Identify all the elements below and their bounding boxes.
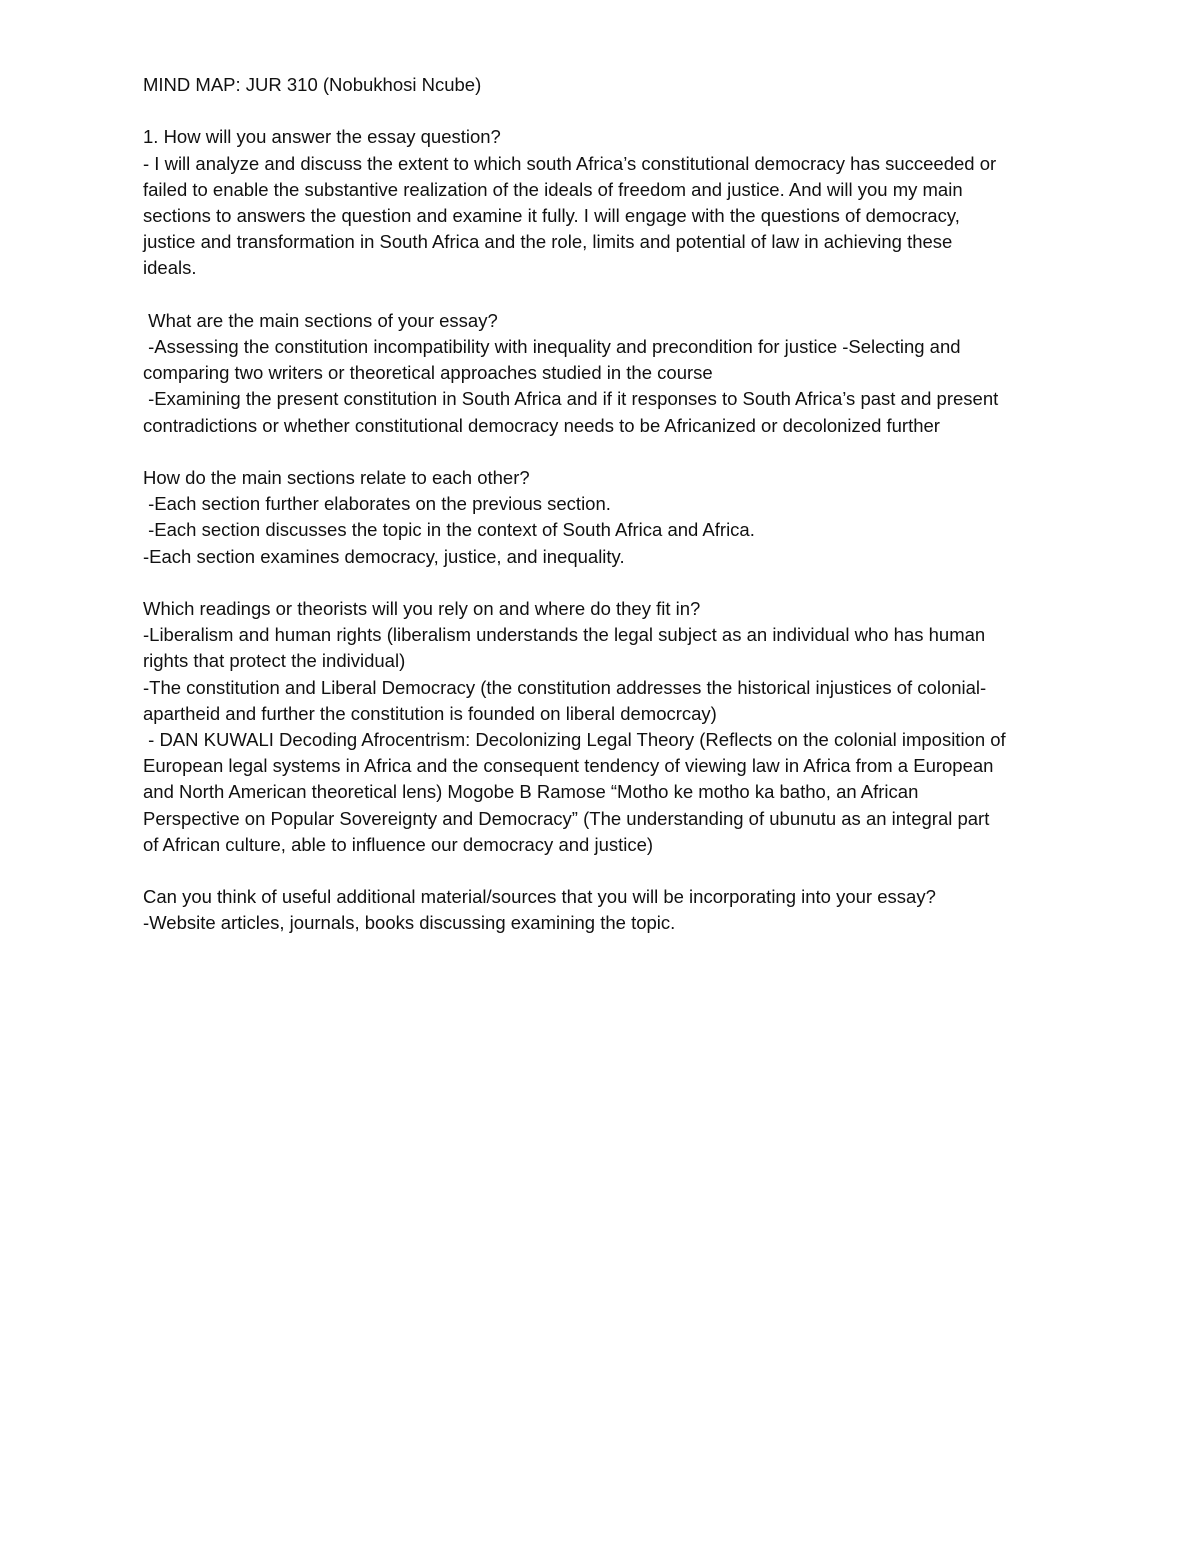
answer-line: rights that protect the individual) — [143, 650, 406, 672]
document-title: MIND MAP: JUR 310 (Nobukhosi Ncube) — [143, 74, 482, 95]
question-heading: Can you think of useful additional material/sources that you will be incorporating into your essay? — [143, 886, 936, 908]
answer-line: ideals. — [143, 257, 197, 279]
answer-line: comparing two writers or theoretical approaches studied in the course — [143, 362, 713, 384]
answer-line: justice and transformation in South Africa and the role, limits and potential of law in achieving these — [143, 231, 953, 253]
answer-line: -The constitution and Liberal Democracy (the constitution addresses the historical injustices of colonial- — [143, 676, 987, 698]
question-heading: What are the main sections of your essay? — [143, 309, 498, 331]
section-q5 — [143, 884, 1070, 936]
answer-line: -Website articles, journals, books discussing examining the topic. — [143, 912, 676, 934]
spacer — [143, 858, 1070, 884]
section-q4 — [143, 596, 1070, 858]
answer-line: contradictions or whether constitutional democracy needs to be Africanized or decolonized further — [143, 414, 940, 436]
answer-line: and North American theoretical lens) Mogobe B Ramose “Motho ke motho ka batho, an African — [143, 781, 919, 803]
answer-line: -Examining the present constitution in South Africa and if it responses to South Africa’s past and present — [143, 388, 999, 410]
answer-line: - DAN KUWALI Decoding Afrocentrism: Decolonizing Legal Theory (Reflects on the colonial imposition of — [143, 729, 1006, 751]
section-q3 — [143, 465, 1070, 570]
spacer — [143, 98, 1070, 124]
answer-line: -Assessing the constitution incompatibility with inequality and precondition for justice -Selecting and — [143, 336, 961, 357]
answer-line: -Liberalism and human rights (liberalism understands the legal subject as an individual who has human — [143, 624, 986, 646]
answer-line: -Each section further elaborates on the previous section. — [143, 493, 611, 515]
answer-line: -Each section examines democracy, justice, and inequality. — [143, 545, 625, 567]
section-q1 — [143, 124, 1070, 281]
answer-line: failed to enable the substantive realization of the ideals of freedom and justice. And will you my main — [143, 178, 963, 200]
spacer — [143, 282, 1070, 308]
question-heading: How do the main sections relate to each other? — [143, 467, 530, 488]
spacer — [143, 439, 1070, 465]
answer-line: -Each section discusses the topic in the context of South Africa and Africa. — [143, 519, 755, 541]
answer-line: apartheid and further the constitution is founded on liberal democrcay) — [143, 702, 717, 724]
answer-line: European legal systems in Africa and the consequent tendency of viewing law in Africa from a European — [143, 755, 994, 777]
question-heading: Which readings or theorists will you rely on and where do they fit in? — [143, 598, 701, 619]
section-q2 — [143, 308, 1070, 439]
spacer — [143, 570, 1070, 596]
answer-line: of African culture, able to influence our democracy and justice) — [143, 833, 654, 855]
answer-line: sections to answers the question and examine it fully. I will engage with the questions of democracy, — [143, 205, 960, 226]
answer-line: Perspective on Popular Sovereignty and Democracy” (The understanding of ubunutu as an integral part — [143, 807, 990, 829]
question-heading: 1. How will you answer the essay question? — [143, 126, 501, 148]
answer-line: - I will analyze and discuss the extent to which south Africa’s constitutional democracy has succeeded or — [143, 152, 997, 174]
